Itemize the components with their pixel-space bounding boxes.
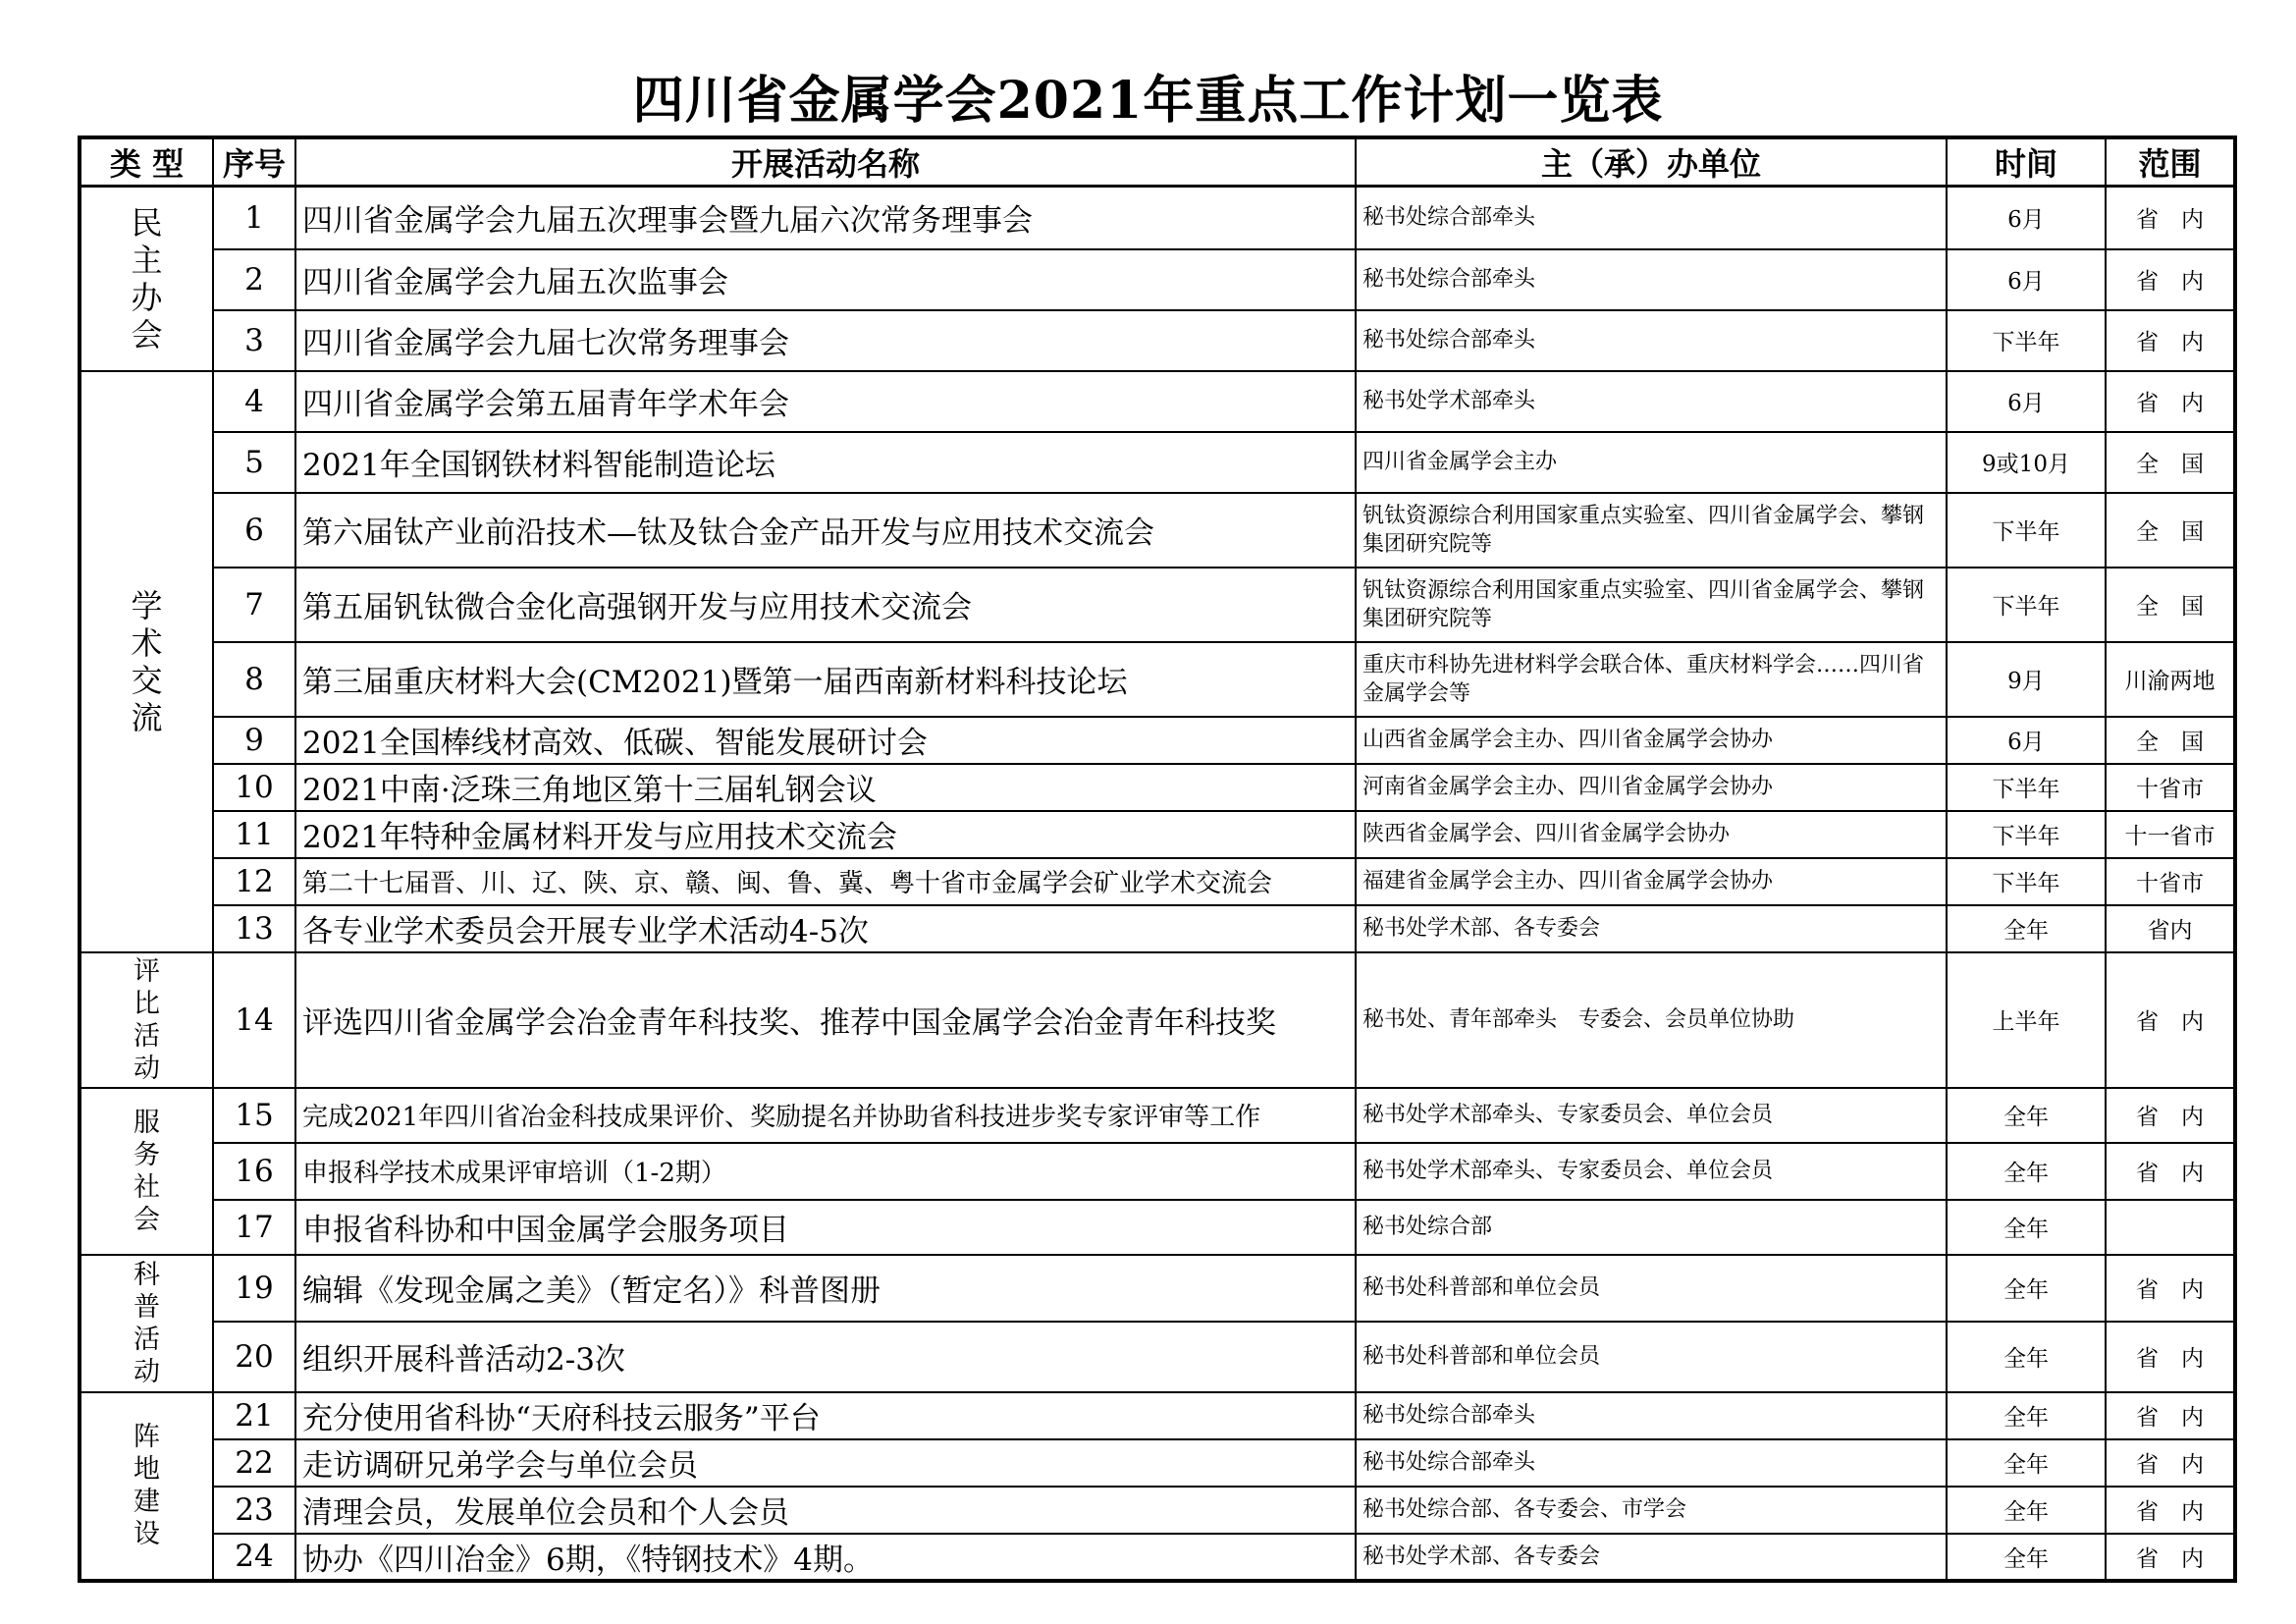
row-name: 清理会员，发展单位会员和个人会员 — [295, 1487, 1356, 1534]
row-seq: 12 — [213, 858, 295, 905]
group-science-popularization: 科普活动 — [80, 1255, 213, 1392]
table-row — [80, 1143, 2235, 1200]
table-row — [80, 249, 2235, 310]
row-time: 上半年 — [1947, 952, 2106, 1088]
header-seq: 序号 — [213, 137, 295, 187]
table-row — [80, 858, 2235, 905]
row-org: 秘书处综合部牵头 — [1356, 310, 1947, 371]
table-row — [80, 1439, 2235, 1487]
row-seq: 20 — [213, 1322, 295, 1392]
row-name: 2021年特种金属材料开发与应用技术交流会 — [295, 811, 1356, 858]
row-org: 重庆市科协先进材料学会联合体、重庆材料学会……四川省金属学会等 — [1356, 642, 1947, 717]
group-platform-building: 阵地建设 — [80, 1392, 213, 1581]
row-seq: 23 — [213, 1487, 295, 1534]
table-row — [80, 1534, 2235, 1581]
row-org: 秘书处综合部、各专委会、市学会 — [1356, 1487, 1947, 1534]
row-name: 四川省金属学会九届五次理事会暨九届六次常务理事会 — [295, 187, 1356, 249]
row-org: 钒钛资源综合利用国家重点实验室、四川省金属学会、攀钢集团研究院等 — [1356, 568, 1947, 642]
row-scope: 全 国 — [2106, 493, 2235, 568]
row-scope: 省 内 — [2106, 1255, 2235, 1322]
row-scope: 省 内 — [2106, 1439, 2235, 1487]
row-time: 全年 — [1947, 1088, 2106, 1143]
table-row — [80, 568, 2235, 642]
row-seq: 10 — [213, 764, 295, 811]
group-service: 服务社会 — [80, 1088, 213, 1255]
row-time: 下半年 — [1947, 858, 2106, 905]
group-evaluation: 评比活动 — [80, 952, 213, 1088]
row-seq: 17 — [213, 1200, 295, 1255]
row-time: 全年 — [1947, 1200, 2106, 1255]
row-org: 秘书处综合部牵头 — [1356, 187, 1947, 249]
row-time: 全年 — [1947, 1487, 2106, 1534]
row-org: 福建省金属学会主办、四川省金属学会协办 — [1356, 858, 1947, 905]
table-row — [80, 310, 2235, 371]
row-seq: 14 — [213, 952, 295, 1088]
row-time: 下半年 — [1947, 310, 2106, 371]
table-row — [80, 764, 2235, 811]
row-scope — [2106, 1200, 2235, 1255]
table-row — [80, 1255, 2235, 1322]
row-seq: 2 — [213, 249, 295, 310]
row-scope: 省 内 — [2106, 187, 2235, 249]
row-org: 秘书处综合部牵头 — [1356, 1439, 1947, 1487]
row-org: 秘书处综合部牵头 — [1356, 1392, 1947, 1439]
row-name: 组织开展科普活动2-3次 — [295, 1322, 1356, 1392]
row-name: 2021全国棒线材高效、低碳、智能发展研讨会 — [295, 717, 1356, 764]
row-name: 协办《四川冶金》6期，《特钢技术》4期。 — [295, 1534, 1356, 1581]
header-row — [80, 137, 2235, 187]
row-time: 全年 — [1947, 1322, 2106, 1392]
row-time: 9月 — [1947, 642, 2106, 717]
row-scope: 全 国 — [2106, 717, 2235, 764]
row-seq: 7 — [213, 568, 295, 642]
row-name: 编辑《发现金属之美》（暂定名）》科普图册 — [295, 1255, 1356, 1322]
row-org: 秘书处科普部和单位会员 — [1356, 1322, 1947, 1392]
row-seq: 19 — [213, 1255, 295, 1322]
row-scope: 省 内 — [2106, 310, 2235, 371]
row-seq: 3 — [213, 310, 295, 371]
table-row — [80, 811, 2235, 858]
row-time: 全年 — [1947, 1255, 2106, 1322]
row-org: 秘书处、青年部牵头 专委会、会员单位协助 — [1356, 952, 1947, 1088]
row-scope: 省内 — [2106, 905, 2235, 952]
row-time: 下半年 — [1947, 764, 2106, 811]
row-seq: 13 — [213, 905, 295, 952]
row-name: 四川省金属学会第五届青年学术年会 — [295, 371, 1356, 432]
row-scope: 省 内 — [2106, 1143, 2235, 1200]
table-row — [80, 905, 2235, 952]
row-name: 第二十七届晋、川、辽、陕、京、赣、闽、鲁、冀、粤十省市金属学会矿业学术交流会 — [295, 858, 1356, 905]
row-seq: 24 — [213, 1534, 295, 1581]
table-row — [80, 717, 2235, 764]
row-name: 四川省金属学会九届五次监事会 — [295, 249, 1356, 310]
row-name: 2021中南·泛珠三角地区第十三届轧钢会议 — [295, 764, 1356, 811]
table-row — [80, 493, 2235, 568]
row-time: 6月 — [1947, 371, 2106, 432]
header-name: 开展活动名称 — [295, 137, 1356, 187]
work-plan-table — [78, 135, 2237, 1583]
row-org: 四川省金属学会主办 — [1356, 432, 1947, 493]
row-time: 6月 — [1947, 717, 2106, 764]
row-seq: 21 — [213, 1392, 295, 1439]
row-name: 申报省科协和中国金属学会服务项目 — [295, 1200, 1356, 1255]
row-time: 全年 — [1947, 1143, 2106, 1200]
row-time: 下半年 — [1947, 811, 2106, 858]
row-seq: 1 — [213, 187, 295, 249]
row-scope: 省 内 — [2106, 1392, 2235, 1439]
row-seq: 16 — [213, 1143, 295, 1200]
row-scope: 省 内 — [2106, 952, 2235, 1088]
row-org: 秘书处学术部牵头 — [1356, 371, 1947, 432]
row-name: 四川省金属学会九届七次常务理事会 — [295, 310, 1356, 371]
row-time: 全年 — [1947, 905, 2106, 952]
table-row — [80, 952, 2235, 1088]
table-row — [80, 432, 2235, 493]
row-name: 评选四川省金属学会冶金青年科技奖、推荐中国金属学会冶金青年科技奖 — [295, 952, 1356, 1088]
group-academic: 学术交流 — [80, 371, 213, 952]
header-time: 时间 — [1947, 137, 2106, 187]
row-org: 秘书处科普部和单位会员 — [1356, 1255, 1947, 1322]
row-org: 秘书处综合部牵头 — [1356, 249, 1947, 310]
table-row — [80, 1392, 2235, 1439]
row-time: 下半年 — [1947, 568, 2106, 642]
row-scope: 省 内 — [2106, 249, 2235, 310]
row-seq: 6 — [213, 493, 295, 568]
table-row — [80, 187, 2235, 249]
row-scope: 川渝两地 — [2106, 642, 2235, 717]
row-scope: 省 内 — [2106, 371, 2235, 432]
row-name: 走访调研兄弟学会与单位会员 — [295, 1439, 1356, 1487]
row-seq: 11 — [213, 811, 295, 858]
row-name: 第五届钒钛微合金化高强钢开发与应用技术交流会 — [295, 568, 1356, 642]
row-scope: 省 内 — [2106, 1088, 2235, 1143]
row-org: 山西省金属学会主办、四川省金属学会协办 — [1356, 717, 1947, 764]
row-scope: 十一省市 — [2106, 811, 2235, 858]
row-seq: 8 — [213, 642, 295, 717]
table-row — [80, 1322, 2235, 1392]
row-time: 全年 — [1947, 1439, 2106, 1487]
row-scope: 全 国 — [2106, 568, 2235, 642]
row-seq: 5 — [213, 432, 295, 493]
header-type: 类 型 — [80, 137, 213, 187]
row-org: 陕西省金属学会、四川省金属学会协办 — [1356, 811, 1947, 858]
row-scope: 省 内 — [2106, 1322, 2235, 1392]
row-name: 充分使用省科协“天府科技云服务”平台 — [295, 1392, 1356, 1439]
table-row — [80, 642, 2235, 717]
row-name: 第六届钛产业前沿技术—钛及钛合金产品开发与应用技术交流会 — [295, 493, 1356, 568]
row-seq: 22 — [213, 1439, 295, 1487]
row-scope: 省 内 — [2106, 1487, 2235, 1534]
row-org: 秘书处综合部 — [1356, 1200, 1947, 1255]
row-name: 2021年全国钢铁材料智能制造论坛 — [295, 432, 1356, 493]
row-time: 6月 — [1947, 249, 2106, 310]
row-scope: 十省市 — [2106, 764, 2235, 811]
row-seq: 15 — [213, 1088, 295, 1143]
table-row — [80, 1088, 2235, 1143]
page-title: 四川省金属学会2021年重点工作计划一览表 — [632, 71, 1664, 131]
row-name: 第三届重庆材料大会(CM2021)暨第一届西南新材料科技论坛 — [295, 642, 1356, 717]
row-time: 6月 — [1947, 187, 2106, 249]
row-seq: 4 — [213, 371, 295, 432]
row-time: 全年 — [1947, 1392, 2106, 1439]
row-scope: 全 国 — [2106, 432, 2235, 493]
row-name: 申报科学技术成果评审培训（1-2期） — [295, 1143, 1356, 1200]
group-democratic: 民主办会 — [80, 187, 213, 371]
row-time: 下半年 — [1947, 493, 2106, 568]
row-name: 各专业学术委员会开展专业学术活动4-5次 — [295, 905, 1356, 952]
table-row — [80, 371, 2235, 432]
row-name: 完成2021年四川省冶金科技成果评价、奖励提名并协助省科技进步奖专家评审等工作 — [295, 1088, 1356, 1143]
row-org: 秘书处学术部牵头、专家委员会、单位会员 — [1356, 1143, 1947, 1200]
header-org: 主（承）办单位 — [1356, 137, 1947, 187]
row-org: 钒钛资源综合利用国家重点实验室、四川省金属学会、攀钢集团研究院等 — [1356, 493, 1947, 568]
row-time: 9或10月 — [1947, 432, 2106, 493]
row-scope: 省 内 — [2106, 1534, 2235, 1581]
row-org: 秘书处学术部、各专委会 — [1356, 1534, 1947, 1581]
row-org: 秘书处学术部牵头、专家委员会、单位会员 — [1356, 1088, 1947, 1143]
row-org: 秘书处学术部、各专委会 — [1356, 905, 1947, 952]
row-seq: 9 — [213, 717, 295, 764]
row-scope: 十省市 — [2106, 858, 2235, 905]
row-time: 全年 — [1947, 1534, 2106, 1581]
header-scope: 范围 — [2106, 137, 2235, 187]
table-row — [80, 1200, 2235, 1255]
table-row — [80, 1487, 2235, 1534]
row-org: 河南省金属学会主办、四川省金属学会协办 — [1356, 764, 1947, 811]
